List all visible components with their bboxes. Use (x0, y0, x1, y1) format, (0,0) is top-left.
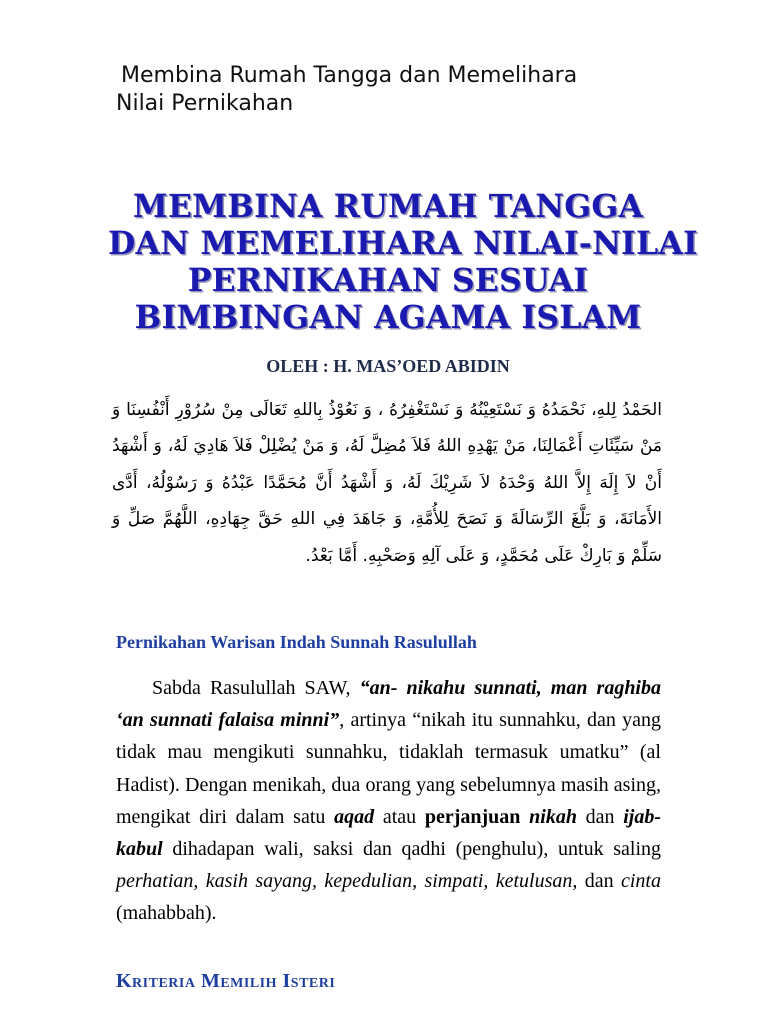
body-paragraph (116, 672, 661, 930)
document-header (116, 62, 676, 118)
para-text-9: dan (576, 805, 624, 828)
para-text-13: dan (577, 870, 621, 893)
para-text-15: (mahabbah). (116, 902, 217, 925)
term-perjanjuan: perjanjuan (424, 805, 521, 828)
term-nikah: nikah (529, 805, 577, 828)
main-title (108, 188, 698, 336)
para-text-11: dihadapan wali, saksi dan qadhi (penghulu), untuk saling (162, 838, 661, 861)
section-title: Pernikahan Warisan Indah Sunnah Rasulullah (116, 632, 477, 652)
term-ijab-kabul: ijab-kabul (116, 805, 662, 861)
para-text-3: , artinya “nikah itu sunnahku, dan yang tidak mau mengikuti sunnahku, tidaklah termasuk umatku” (al Hadist). Dengan menikah, dua orang yang sebelumnya masih asing, mengikat diri dalam satu (116, 709, 661, 828)
header-line-2: Nilai Pernikahan (116, 91, 294, 116)
para-text-1: Sabda Rasulullah SAW, (152, 677, 360, 699)
author-line: OLEH : H. MAS’OED ABIDIN (266, 356, 510, 376)
hadith-quote: “an- nikahu sunnati, man raghiba ‘an sunnati falaisa minni” (116, 677, 661, 732)
para-text-5: atau (374, 805, 425, 828)
main-title-line-2: DAN MEMELIHARA NILAI-NILAI (108, 225, 698, 262)
main-title-line-3: PERNIKAHAN SESUAI (187, 262, 589, 299)
main-title-line-4: BIMBINGAN AGAMA ISLAM (134, 299, 642, 336)
header-line-1: Membina Rumah Tangga dan Memelihara (121, 63, 578, 88)
para-text-7 (520, 806, 529, 828)
arabic-opening-prayer: الحَمْدُ لِلهِ، نَحْمَدُهُ وَ نَسْتَعِيْنُهُ وَ نَسْتَغْفِرُهُ ، وَ نَعُوْذُ بِاللهِ تَعَالَى مِنْ سُرُوْرِ أَنْفُسِنَا وَ مَنْ سَيِّئَاتِ أَعْمَالِنَا، مَنْ يَهْدِهِ اللهُ فَلاَ مُضِلَّ لَهُ، وَ مَنْ يُضْلِلْ فَلاَ هَادِيَ لَهُ، وَ أَشْهَدُ أَنْ لاَ إِلَهَ إِلاَّ اللهُ وَحْدَهُ لاَ شَرِيْكَ لَهُ، وَ أَشْهَدُ أَنَّ مُحَمَّدًا عَبْدُهُ وَ رَسُوْلُهُ، أَدَّى الأَمَانَةَ، وَ بَلَّغَ الرِّسَالَةَ وَ نَصَحَ لِلأُمَّةِ، وَ جَاهَدَ فِي اللهِ حَقَّ جِهَادِهِ، اللَّهُمَّ صَلِّ وَ سَلِّمْ وَ بَارِكْ عَلَى مُحَمَّدٍ، وَ عَلَى آلِهِ وَصَحْبِهِ. أَمَّا بَعْدُ. (112, 400, 662, 566)
main-title-line-1: MEMBINA RUMAH TANGGA (132, 188, 644, 225)
term-cinta: cinta (621, 870, 661, 893)
term-virtues: perhatian, kasih sayang, kepedulian, simpati, ketulusan, (116, 870, 578, 893)
subsection-title: Kriteria Memilih Isteri (116, 970, 336, 992)
term-aqad: aqad (334, 805, 375, 828)
